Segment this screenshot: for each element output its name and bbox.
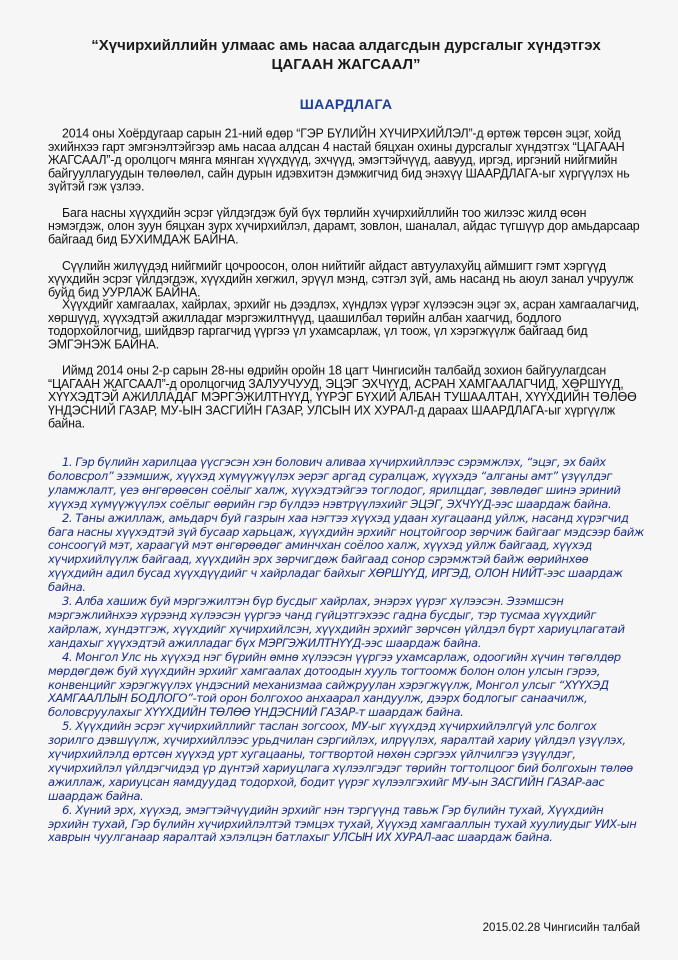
- document-title: [48, 36, 644, 74]
- intro-paragraph: Бага насны хүүхдийн эсрэг үйлдэгдэж буй бүх төрлийн хүчирхийллийн тоо жилээс жилд өсөн нэмэгдэж, олон зуун бяцхан зүрх хүчирхийлэл, дарамт, зовлон, шаналал, айдас түгшүүр дор амьдарсаар байгаад бид БУХИМДАЖ БАЙНА.: [48, 205, 640, 247]
- title-line-1: “Хүчирхийллийн улмаас амь насаа алдагсдын дурсгалыг хүндэтгэх: [91, 37, 601, 54]
- document-heading: ШААРДЛАГА: [299, 96, 393, 112]
- intro-section: [48, 128, 644, 430]
- intro-paragraph: 2014 оны Хоёрдугаар сарын 21-ний өдөр “ГЭР БҮЛИЙН ХҮЧИРХИЙЛЭЛ”-д өртөж төрсөн эцэг, хойд эхийнхээ гарт эмгэнэлтэйгээр амь насаа алдсан 4 настай бяцхан охины дурсгалыг хүндэтгэх “ЦАГААН ЖАГСААЛ”-д оролцогч мянга мянган хүүхдүүд, эхчүүд, эмэгтэйчүүд, аавууд, иргэд, иргэний нийгмийн байгууллагуудын төлөөлөл, сайн дурын идэвхитэн дэмжигчид бид энэхүү ШААРДЛАГА-ыг хүргүүлэх нь зүйтэй гэж үзлээ.: [48, 126, 630, 194]
- intro-paragraph: Сүүлийн жилүүдэд нийгмийг цочроосон, олон нийтийг айдаст автуулахуйц аймшигт гэмт хэргүүд хүүхдийн эсрэг үйлдэгдэж, хүүхдийн хөгжил, эрүүл мэнд, сэтгэл зүй, амь насанд нь аюул занал учруулж буйд бид УУРЛАЖ БАЙНА.: [48, 258, 634, 300]
- demand-item: 2. Таны ажиллаж, амьдарч буй газрын хаа нэгтээ хүүхэд удаан хугацаанд уйлж, насанд хүрэгчид бага насны хүүхэдтэй зүй бусаар харьцаж, хүүхдийн эрхийг ноцтойгоор зөрчиж байгааг мэдсээр байж сонсоогүй мэт, хараагүй мэт өнгөрөөдөг аминчхан соёлоо халж, хүүхэд уйлж байгаад, хүүхэд хүчирхийлүүлж байгаад, хүүхдийн эрх зөрчигдөж байгаад сонор сэрэмжтэй байж өөрийнхөө хүүхдийн адил бусад хүүхдүүдийг ч хайрладаг байхыг ХӨРШҮҮД, ИРГЭД, ОЛОН НИЙТ-ээс шаардаж байна.: [48, 510, 644, 595]
- demand-item: 1. Гэр бүлийн харилцаа үүсгэсэн хэн болович аливаа хүчирхийллээс сэрэмжлэх, “эцэг, эх байх боловсрол” эзэмшиж, хүүхэд хүмүүжүүлэх эерэг аргад суралцаж, хүүхэдэ “алганы амт” үзүүлдэг уламжлалт, үеэ өнгөрөөсөн соёлыг халж, хүүхэдтэйгээ тоглодог, ярилцдаг, зөвлөдөг шинэ эриний хүүхэд хүмүүжүүлэх соёлыг өөрийн гэр бүлдээ нэвтрүүлэхийг ЭЦЭГ, ЭХЧҮҮД-ээс шаардаж байна.: [48, 455, 621, 511]
- demand-item: 4. Монгол Улс нь хүүхэд нэг бүрийн өмнө хүлээсэн үүргээ ухамсарлаж, одоогийн хүчин төгөлдөр мөрдөгдөж буй хүүхдийн эрхийг хамгаалах дотоодын хууль тогтоомж болон олон улсын гэрээ, конвенцийг хэрэгжүүлэх үндэсний механизмаа сайжруулан хэрэгжүүлж, Монгол улсыг “ХҮҮХЭД ХАМГААЛЛЫН БОДЛОГО”-той орон болгохоо анхаарал хандуулж, дээрх бодлогыг санаачилж, боловсруулахыг ХҮҮХДИЙН ТӨЛӨӨ ҮНДЭСНИЙ ГАЗАР-т шаардаж байна.: [48, 649, 621, 720]
- intro-paragraph: Хүүхдийг хамгаалах, хайрлах, эрхийг нь дээдлэх, хүндлэх үүрэг хүлээсэн эцэг эх, асран хамгаалагчид, хөршүүд, хүүхэдтэй ажилладаг мэргэжилтнүүд, цаашилбал төрийн албан хаагчид, бодлого тодорхойлогчид, шийдвэр гаргагчид үүргээ үл ухамсарлаж, үл тоож, үл хэрэгжүүлж байгаад бид ЭМГЭНЭЖ БАЙНА.: [48, 297, 640, 352]
- intro-paragraph: Иймд 2014 оны 2-р сарын 28-ны өдрийн оройн 18 цагт Чингисийн талбайд зохион байгуулагдсан “ЦАГААН ЖАГСААЛ”-д оролцогчид ЗАЛУУЧУУД, ЭЦЭГ ЭХЧҮҮД, АСРАН ХАМГААЛАГЧИД, ХӨРШҮҮД, ХҮҮХЭДТЭЙ АЖИЛЛАДАГ МЭРГЭЖИЛТНҮҮД, ҮҮРЭГ БҮХИЙ АЛБАН ТУШААЛТАН, ХҮҮХДИЙН ТӨЛӨӨ ҮНДЭСНИЙ ГАЗАР, МУ-ЫН ЗАСГИЙН ГАЗАР, УЛСЫН ИХ ХУРАЛ-д дараах ШААРДЛАГА-ыг хүргүүлж байна.: [48, 363, 637, 431]
- demand-item: 5. Хүүхдийн эсрэг хүчирхийллийг таслан зогсоох, МУ-ыг хүүхдэд хүчирхийлэлгүй улс болгох зорилго дэвшүүлж, хүчирхийллээс урьдчилан сэргийлэх, илрүүлэх, яаралтай хариу үйлдэл үзүүлэх, хүчирхийлэлд өртсөн хүүхэд урт хугацааны, тогтвортой нөхөн сэргээх үйлчилгээ үзүүлдэг, хүчирхийлэл үйлдэгчидэд үр дүнтэй хариуцлага хүлээлгэдэг төрийн тогтолцоог бий болгохын төлөө ажиллаж, хариуцсан яамдуудад тодорхой, бодит үүрэг хүлээлгэхийг МУ-ын ЗАСГИЙН ГАЗАР-аас шаардаж байна.: [48, 719, 633, 803]
- demand-item: 6. Хүний эрх, хүүхэд, эмэгтэйчүүдийн эрхийг нэн тэргүүнд тавьж Гэр бүлийн тухай, Хүүхдийн эрхийн тухай, Гэр бүлийн хүчирхийлэлтэй тэмцэх тухай, Хүүхэд хамгааллын тухай хуулиудыг УИХ-ын хаврын чуулганаар яаралтай хэлэлцэн батлахыг УЛСЫН ИХ ХУРАЛ-аас шаардаж байна.: [48, 802, 637, 845]
- title-line-2: ЦАГААН ЖАГСААЛ”: [271, 56, 421, 73]
- signature-date-place: 2015.02.28 Чингисийн талбай: [482, 922, 640, 934]
- demand-item: 3. Алба хашиж буй мэргэжилтэн бүр бусдыг хайрлах, энэрэх үүрэг хүлээсэн. Эзэмшсэн мэргэжлийнхээ хүрээнд хүлээсэн үүргээ чанд гүйцэтгэхээс гадна бусдыг, тэр тусмаа хүүхдийг хайрлаж, хүндэтгэж, хүүхдийг хүчирхийлсэн, хүүхдийн эрхийг зөрчсөн үйлдэл бүрт хариуцлагатай хандахыг хүүхэдтэй ажилладаг бүх МЭРГЭЖИЛТНҮҮД-ээс шаардаж байна.: [48, 594, 625, 650]
- demands-list: [48, 456, 644, 845]
